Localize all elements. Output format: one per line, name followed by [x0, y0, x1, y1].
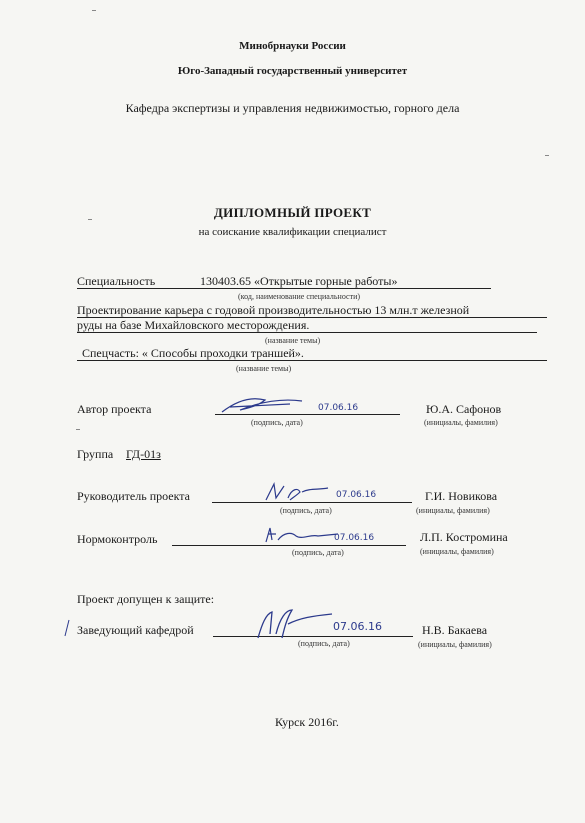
specialty-caption: (код, наименование специальности): [238, 292, 361, 301]
special-part-text: Спецчасть: « Способы проходки траншей».: [82, 346, 304, 360]
normcontrol-date: 07.06.16: [334, 533, 375, 543]
admission-text: Проект допущен к защите:: [77, 592, 215, 606]
normcontrol-label: Нормоконтроль: [77, 532, 158, 546]
margin-mark-icon: [62, 618, 72, 638]
scan-mark: [76, 429, 80, 430]
university-name: Юго-Западный государственный университет: [177, 65, 408, 77]
head-of-dept-name-caption: (инициалы, фамилия): [418, 640, 492, 649]
head-of-dept-date: 07.06.16: [333, 620, 382, 633]
topic-underline-2: [77, 332, 537, 333]
place-year: Курск 2016г.: [275, 715, 339, 729]
author-sign-caption: (подпись, дата): [251, 418, 303, 427]
document-subtitle: на соискание квалификации специалист: [198, 226, 387, 238]
specialty-label: Специальность: [77, 274, 156, 288]
document-title: ДИПЛОМНЫЙ ПРОЕКТ: [213, 205, 372, 220]
supervisor-date: 07.06.16: [336, 490, 377, 500]
supervisor-signature-icon: [262, 480, 332, 504]
specialty-underline: [77, 288, 491, 289]
scan-mark: [92, 10, 96, 11]
supervisor-label: Руководитель проекта: [77, 489, 190, 503]
normcontrol-name: Л.П. Костромина: [420, 530, 508, 544]
supervisor-sign-caption: (подпись, дата): [280, 506, 332, 515]
department-name: Кафедра экспертизы и управления недвижимостью, горного дела: [125, 101, 460, 115]
special-part-underline: [77, 360, 547, 361]
topic-line-1: Проектирование карьера с годовой производительностью 13 млн.т железной: [77, 303, 470, 317]
head-of-dept-sign-caption: (подпись, дата): [298, 639, 350, 648]
author-name-caption: (инициалы, фамилия): [424, 418, 498, 427]
group-value: ГД-01з: [126, 447, 161, 461]
author-date: 07.06.16: [318, 403, 359, 413]
topic-line-2: руды на базе Михайловского месторождения.: [77, 318, 310, 332]
head-of-dept-label: Заведующий кафедрой: [77, 623, 194, 637]
author-signature-icon: [220, 392, 310, 416]
author-label: Автор проекта: [77, 402, 152, 416]
supervisor-name: Г.И. Новикова: [425, 489, 498, 503]
topic-caption: (название темы): [265, 336, 321, 345]
normcontrol-signature-icon: [262, 524, 342, 546]
author-name: Ю.А. Сафонов: [426, 402, 502, 416]
special-part-caption: (название темы): [236, 364, 292, 373]
specialty-value: 130403.65 «Открытые горные работы»: [200, 274, 398, 288]
group-label: Группа: [77, 447, 114, 461]
ministry-name: Минобрнауки России: [239, 40, 346, 52]
head-of-dept-name: Н.В. Бакаева: [422, 623, 488, 637]
scan-mark: [545, 155, 549, 156]
head-of-dept-signature-icon: [252, 604, 337, 644]
supervisor-name-caption: (инициалы, фамилия): [416, 506, 490, 515]
normcontrol-sign-caption: (подпись, дата): [292, 548, 344, 557]
normcontrol-name-caption: (инициалы, фамилия): [420, 547, 494, 556]
